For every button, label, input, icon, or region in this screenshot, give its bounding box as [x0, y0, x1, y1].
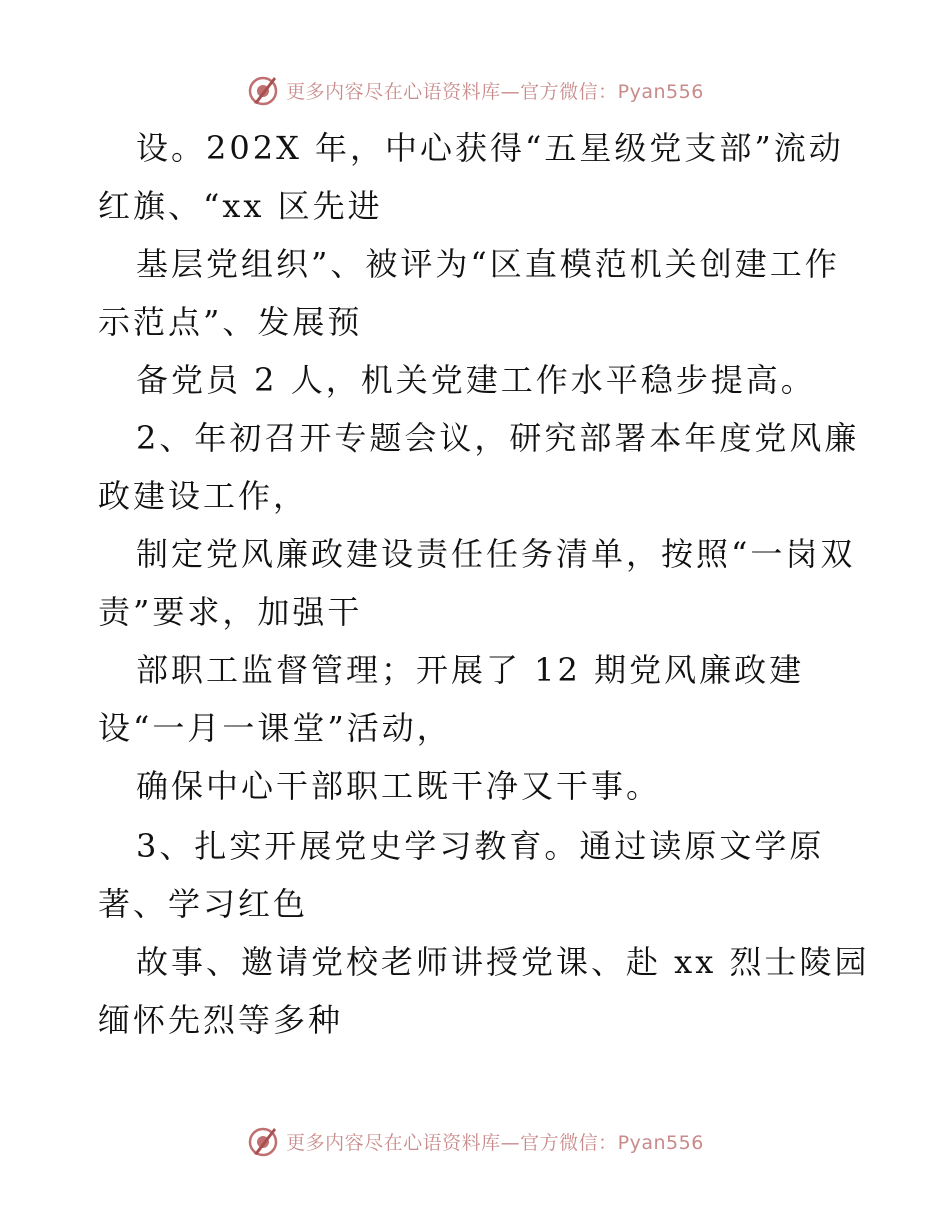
body-line: 著、学习红色 — [98, 885, 309, 923]
body-line: 故事、邀请党校老师讲授党课、赴 xx 烈士陵园 — [136, 943, 870, 981]
body-line: 设。202X 年，中心获得“五星级党支部”流动 — [136, 129, 844, 167]
body-line: 缅怀先烈等多种 — [98, 1001, 344, 1039]
body-line: 政建设工作， — [98, 477, 309, 515]
body-line: 部职工监督管理；开展了 12 期党风廉政建 — [136, 651, 805, 689]
quill-seal-icon — [246, 73, 280, 107]
body-line: 3、扎实开展党史学习教育。通过读原文学原 — [136, 827, 825, 865]
body-line: 红旗、“xx 区先进 — [98, 187, 383, 225]
body-line: 责”要求，加强干 — [98, 593, 363, 631]
body-line: 2、年初召开专题会议，研究部署本年度党风廉 — [136, 419, 860, 457]
body-line: 设“一月一课堂”活动， — [98, 709, 452, 747]
footer-watermark — [0, 1121, 950, 1161]
body-line: 确保中心干部职工既干净又干事。 — [136, 767, 662, 805]
body-line: 示范点”、发展预 — [98, 303, 363, 341]
watermark-text: 更多内容尽在心语资料库—官方微信：Pyan556 — [286, 80, 704, 103]
quill-seal-icon — [246, 1124, 280, 1158]
header-watermark — [0, 70, 950, 110]
body-line: 备党员 2 人，机关党建工作水平稳步提高。 — [136, 361, 816, 399]
body-line: 制定党风廉政建设责任任务清单，按照“一岗双 — [136, 535, 856, 573]
body-line: 基层党组织”、被评为“区直模范机关创建工作 — [136, 245, 840, 283]
watermark-text: 更多内容尽在心语资料库—官方微信：Pyan556 — [286, 1131, 704, 1154]
